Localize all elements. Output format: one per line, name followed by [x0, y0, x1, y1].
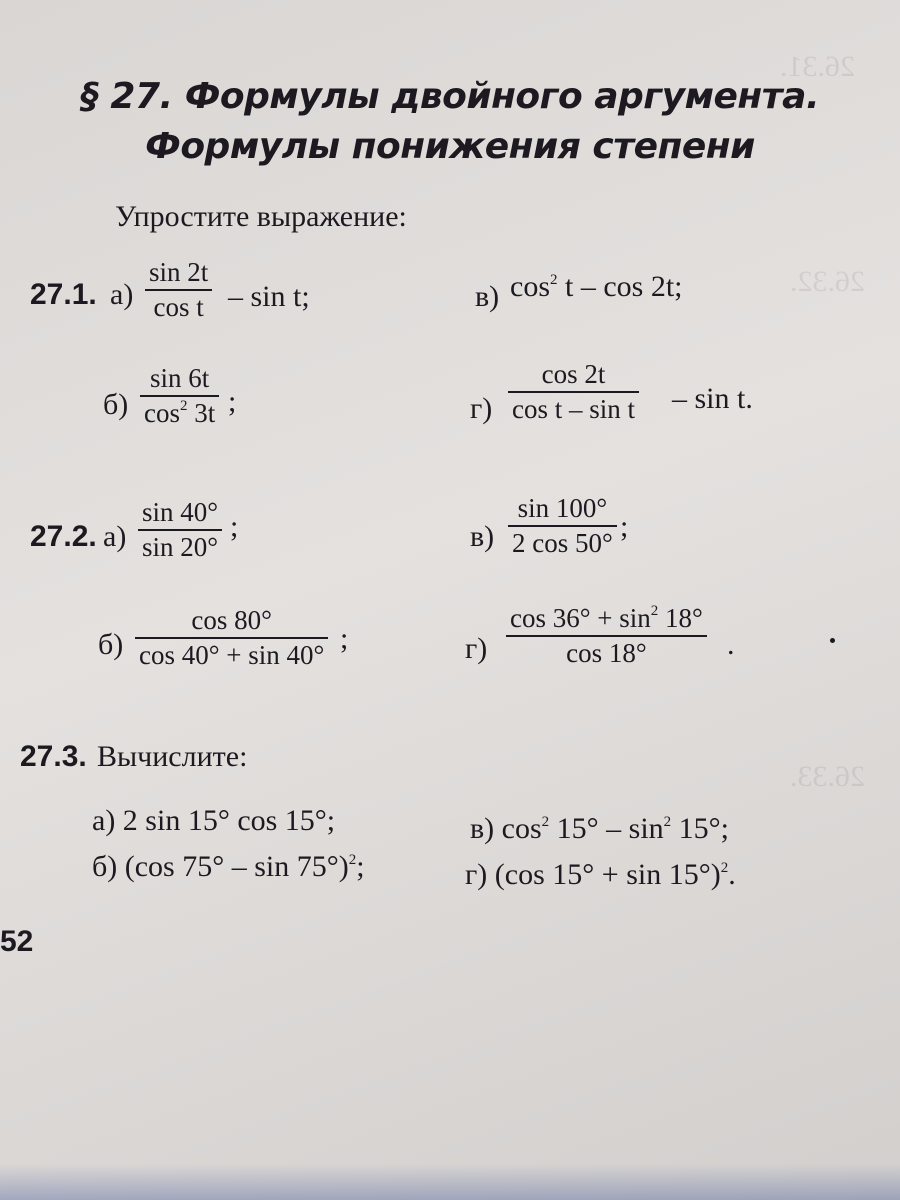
item-label: б) — [103, 388, 129, 421]
exercise-number-27-3: 27.3. — [20, 740, 87, 773]
bleed-through-text: 26.31. — [780, 50, 855, 83]
fraction-bar — [140, 395, 219, 397]
fraction-numerator: sin 6t — [150, 363, 210, 393]
fraction — [508, 360, 639, 424]
fraction-denominator: cos t – sin t — [512, 394, 636, 425]
exercise-item-a: а) 2 sin 15° cos 15°; — [92, 804, 336, 837]
bleed-through-text: 26.33. — [790, 760, 865, 793]
ink-speck — [830, 638, 835, 643]
expression-tail: ; — [230, 510, 239, 543]
item-label: а) — [103, 520, 127, 553]
fraction-numerator: $\cos 36^\circ + \sin^2 18^\circ$ — [510, 603, 703, 633]
fraction-denominator: 2 cos 50° — [512, 528, 613, 559]
book-cover-edge — [0, 1164, 900, 1200]
fraction-denominator: cos 40° + sin 40° — [139, 640, 325, 671]
fraction-numerator: sin 40° — [142, 497, 219, 527]
expression: $\cos^2 t$ – cos 2t; — [510, 270, 683, 303]
exercise-heading: Вычислите: — [97, 740, 248, 773]
expression-tail: ; — [228, 385, 237, 418]
expression-tail: – sin t; — [228, 280, 310, 313]
expression-tail: – sin t. — [672, 382, 753, 415]
fraction-bar — [508, 525, 617, 527]
fraction-denominator: cos 18° — [566, 638, 647, 669]
fraction-numerator: cos 2t — [541, 359, 606, 389]
fraction-bar — [508, 391, 639, 393]
fraction-numerator: sin 100° — [517, 493, 608, 523]
fraction-numerator: cos 80° — [191, 605, 272, 635]
item-label: в) — [470, 520, 495, 553]
exercise-item-v: в) $\cos^2 15^\circ - \sin^2 15^\circ$; — [470, 812, 730, 845]
fraction — [140, 364, 219, 428]
fraction-bar — [145, 289, 212, 291]
fraction-bar — [138, 529, 222, 531]
item-label: а) — [110, 278, 134, 311]
section-title-line2: Формулы понижения степени — [145, 126, 755, 167]
fraction-denominator: $\cos^2 3t$ — [144, 398, 216, 429]
expression-tail: ; — [620, 510, 629, 543]
exercise-number-27-1: 27.1. — [30, 278, 97, 311]
expression-tail: . — [727, 628, 735, 661]
fraction — [145, 258, 212, 322]
fraction — [508, 494, 617, 558]
item-label: г) — [465, 632, 488, 665]
fraction-bar — [506, 635, 707, 637]
exercise-number-27-2: 27.2. — [30, 520, 97, 553]
item-label: в) — [475, 280, 500, 313]
page-number: 52 — [0, 925, 34, 958]
exercise-item-g: г) (cos 15° + sin 15°)$^2$. — [465, 858, 736, 891]
fraction — [138, 498, 222, 562]
fraction — [135, 606, 328, 670]
fraction — [506, 604, 707, 668]
instruction-text: Упростите выражение: — [115, 200, 407, 233]
fraction-denominator: sin 20° — [142, 532, 219, 563]
item-label: б) — [98, 628, 124, 661]
fraction-denominator: cos t — [153, 292, 204, 323]
exercise-item-b: б) (cos 75° – sin 75°)$^2$; — [92, 850, 365, 883]
fraction-bar — [135, 637, 328, 639]
section-title-line1: § 27. Формулы двойного аргумента. — [80, 76, 820, 117]
expression-tail: ; — [340, 622, 349, 655]
fraction-numerator: sin 2t — [149, 257, 209, 287]
bleed-through-text: 26.32. — [790, 265, 865, 298]
item-label: г) — [470, 392, 493, 425]
